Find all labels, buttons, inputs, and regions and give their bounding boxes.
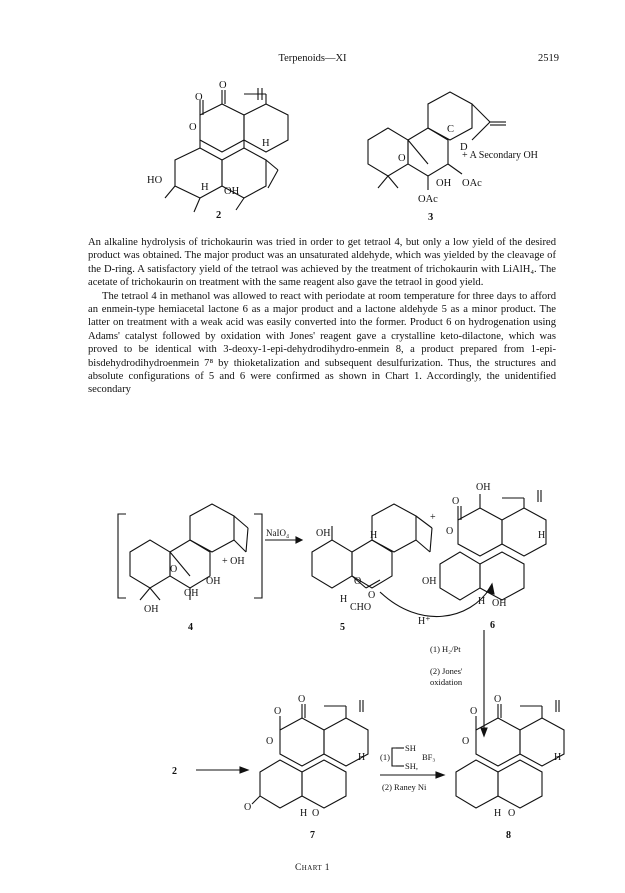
paragraph-1: An alkaline hydrolysis of trichokaurin was tried in order to get tetraol 4, but only a low yield of the desired product was obtained. The major product was an unsaturated aldehyde, which was yielded by the cleavage of the D-ring. A satisfactory yield of the tetraol was achieved by the treatment of trichokaurin with LiAlH₄. The acetate of trichokaurin on treatment with the same reagent also gave the tetraol in good yield. <box>88 237 556 289</box>
compound-5-label-o-1: O <box>354 576 362 587</box>
compound-2-label-ho: HO <box>147 175 163 186</box>
compound-2-ref: 2 <box>172 766 177 777</box>
compound-3-label-oac-right: OAc <box>462 178 482 189</box>
compound-8-label-h-bottom: H <box>494 808 502 819</box>
reagent-step-1: (1) <box>380 752 390 762</box>
compound-3-ring-d: D <box>460 142 468 153</box>
bracket-right <box>254 514 262 598</box>
compound-7-label-h-right: H <box>358 752 366 763</box>
compound-5-number: 5 <box>340 622 345 633</box>
compound-4-structure <box>130 504 248 600</box>
compound-5-structure <box>312 504 432 588</box>
compound-2-label-h: H <box>262 138 270 149</box>
compound-7-number: 7 <box>310 830 315 841</box>
compound-2-label-o-top: O <box>219 80 227 91</box>
acid-catalyst: H⁺ <box>418 616 431 627</box>
step-6-to-8-line-1: (1) H₂/Pt <box>430 644 461 654</box>
page-number: 2519 <box>538 53 559 64</box>
compound-6-label-o-ring: O <box>446 526 454 537</box>
compound-2-label-o-ring: O <box>189 122 197 133</box>
paragraph-2: The tetraol 4 in methanol was allowed to react with periodate at room temperature for three days to afford an enmein-type hemiacetal lactone 6 as a major product and a lactone aldehyde 5 as a minor product. The latter on treatment with a weak acid was easily converted into the former. Product 6 on hydrogenation using Adams' catalyst followed by oxidation with Jones' reagent gave a crystalline keto-dilactone, which was proved to be identical with 3-deoxy-1-epi-dehydrodihydro-enmein 8, a product prepared from 1-epi-bisdehydrodihydroenmein 7⁸ by thioketalization and subsequent desulfurization. Thus, the structures and absolute configurations of 5 and 6 were confirmed as shown in Chart 1. Accordingly, the unidentified secondary <box>88 290 556 396</box>
compound-2-label-h-lower: H <box>201 182 209 193</box>
compound-8-number: 8 <box>506 830 511 841</box>
compound-6-number: 6 <box>490 620 495 631</box>
compound-5-label-cho: CHO <box>350 602 372 613</box>
compound-4-number: 4 <box>188 622 193 633</box>
compound-8-label-h-right: H <box>554 752 562 763</box>
compound-3-number: 3 <box>428 212 434 223</box>
reaction-scheme-svg <box>0 480 625 860</box>
compound-7-label-o-top: O <box>298 694 306 705</box>
compound-8-label-o-bottom: O <box>508 808 516 819</box>
compound-6-label-oh-bottom: OH <box>492 598 507 609</box>
compound-2-label-o-left: O <box>195 92 203 103</box>
compound-7-label-o-ketone: O <box>244 802 252 813</box>
reagent-raney-ni: (2) Raney Ni <box>382 782 427 792</box>
reaction-scheme <box>0 480 625 860</box>
compound-3-label-oac-bottom: OAc <box>418 194 438 205</box>
compound-8-label-o-ring: O <box>462 736 470 747</box>
compound-8-label-o-top: O <box>494 694 502 705</box>
compound-7-label-h-bottom: H <box>300 808 308 819</box>
compound-2-label-oh: OH <box>224 186 240 197</box>
compound-4-label-o: O <box>170 564 178 575</box>
compound-5-label-h-top: H <box>370 530 378 541</box>
compound-5-label-h-bottom: H <box>340 594 348 605</box>
compound-3-label-oh: OH <box>436 178 452 189</box>
bracket-left <box>118 514 126 598</box>
reagent-bf3: BF₃ <box>422 752 436 762</box>
reagent-sh-bottom: SH, <box>405 761 418 771</box>
page-header <box>0 53 625 69</box>
step-6-to-8-line-3: oxidation <box>430 677 463 687</box>
top-structures-figure <box>0 70 625 232</box>
compound-5-label-oh-right: OH <box>422 576 437 587</box>
compound-7-label-o-carbonyl: O <box>274 706 282 717</box>
compound-4-label-oh-mid: OH <box>184 588 199 599</box>
compound-7-label-o-bottom: O <box>312 808 320 819</box>
running-title: Terpenoids—XI <box>278 53 347 64</box>
compound-6-label-h-right: H <box>538 530 546 541</box>
compound-8-label-o-carbonyl: O <box>470 706 478 717</box>
compound-3-note: + A Secondary OH <box>462 150 538 161</box>
compound-7-structure <box>252 700 368 808</box>
compound-6-label-oh-top: OH <box>476 482 491 493</box>
article-body <box>88 236 556 397</box>
step-6-to-8-line-2: (2) Jones' <box>430 666 463 676</box>
compound-5-label-o-2: O <box>368 590 376 601</box>
compound-3-label-o: O <box>398 153 406 164</box>
compound-4-plus-oh: + OH <box>222 556 245 567</box>
reagent-sh-top: SH <box>405 743 416 753</box>
compound-5-label-oh-top: OH <box>316 528 331 539</box>
compound-6-label-o-carbonyl: O <box>452 496 460 507</box>
compound-4-label-oh-bottom: OH <box>144 604 159 615</box>
compound-7-label-o-ring: O <box>266 736 274 747</box>
top-structures-svg <box>0 70 625 232</box>
compound-4-label-oh-right: OH <box>206 576 221 587</box>
plus-sign: + <box>430 512 436 523</box>
compound-3-ring-c: C <box>447 124 455 135</box>
chart-caption: Chart 1 <box>295 863 330 873</box>
compound-6-label-h-bottom: H <box>478 596 486 607</box>
reagent-naio4: NaIO₄ <box>266 528 290 538</box>
compound-3-structure <box>368 92 506 190</box>
compound-2-number: 2 <box>216 210 222 221</box>
